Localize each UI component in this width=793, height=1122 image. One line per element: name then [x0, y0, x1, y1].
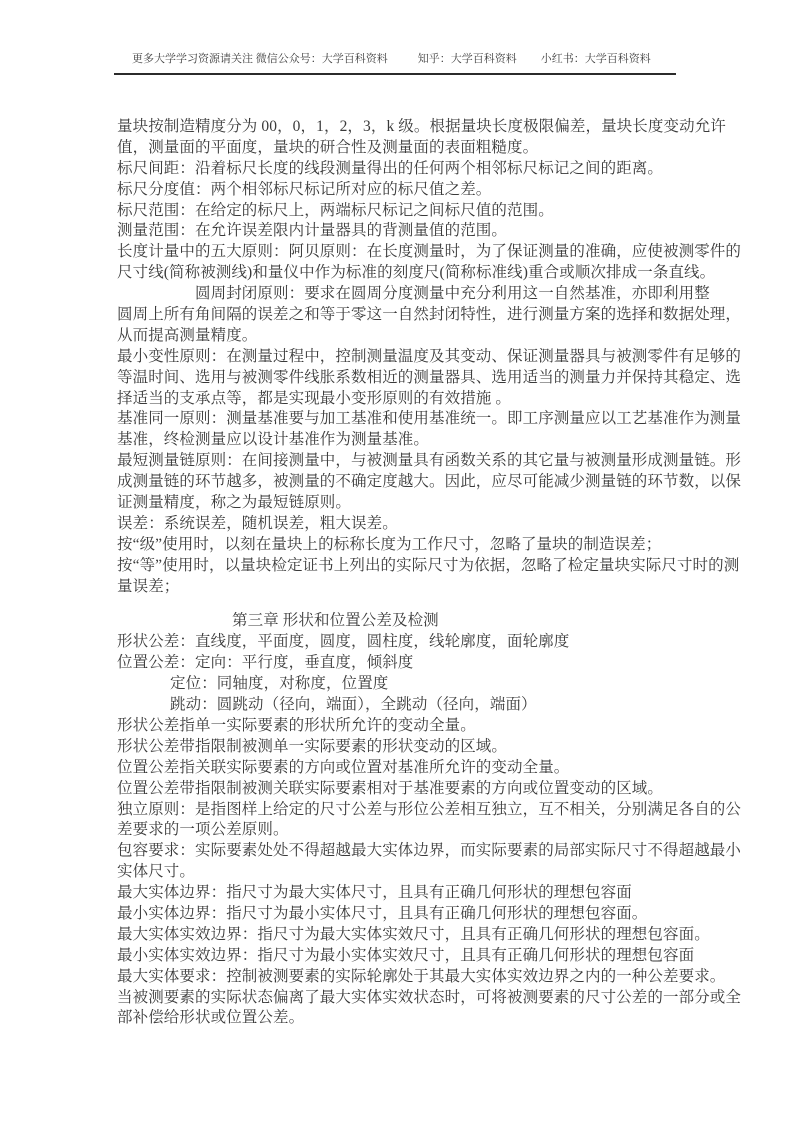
text-line: 误差：系统误差，随机误差，粗大误差。	[117, 514, 398, 532]
text-line: 测量范围：在允许误差限内计量器具的背测量值的范围。	[117, 222, 508, 240]
text-line: 量误差；	[117, 577, 180, 595]
text-line: 部补偿给形状或位置公差。	[117, 1009, 305, 1027]
text-line: 独立原则：是指图样上给定的尺寸公差与形位公差相互独立，互不相关，分别满足各自的公	[117, 800, 742, 818]
text-line: 尺寸线(简称被测线)和量仪中作为标准的刻度尺(简称标准线)重合或顺次排成一条直线。	[117, 264, 716, 282]
text-line: 标尺分度值：两个相邻标尺标记所对应的标尺值之差。	[117, 180, 492, 198]
text-line: 成测量链的环节越多，被测量的不确定度越大。因此，应尽可能减少测量链的环节数，以保	[117, 473, 742, 491]
header-zhihu-text: 知乎：大学百科资料	[417, 53, 517, 65]
text-line: 最小实体边界：指尺寸为最小实体尺寸，且具有正确几何形状的理想包容面。	[117, 904, 648, 922]
text-line: 基准同一原则：测量基准要与加工基准和使用基准统一。即工序测量应以工艺基准作为测量	[117, 410, 742, 428]
text-line: 等温时间、选用与被测零件线胀系数相近的测量器具、选用适当的测量力并保持其稳定、选	[117, 368, 742, 386]
text-line: 最大实体实效边界：指尺寸为最大实体实效尺寸，且具有正确几何形状的理想包容面。	[117, 925, 710, 943]
text-line: 形状公差指单一实际要素的形状所允许的变动全量。	[117, 716, 476, 734]
text-line: 择适当的支承点等，都是实现最小变形原则的有效措施 。	[117, 389, 511, 407]
text-line: 长度计量中的五大原则：阿贝原则：在长度测量时，为了保证测量的准确，应使被测零件的	[117, 243, 742, 261]
text-line: 标尺范围：在给定的标尺上，两端标尺标记之间标尺值的范围。	[117, 201, 554, 219]
header-xiaohongshu-text: 小红书：大学百科资料	[540, 53, 651, 65]
text-line: 最小实体实效边界：指尺寸为最小实体实效尺寸，且具有正确几何形状的理想包容面	[117, 946, 695, 964]
text-line: 跳动：圆跳动（径向，端面），全跳动（径向，端面）	[170, 696, 537, 714]
text-line: 最小变性原则：在测量过程中，控制测量温度及其变动、保证测量器具与被测零件有足够的	[117, 347, 742, 365]
text-line: 形状公差：直线度，平面度，圆度，圆柱度，线轮廓度，面轮廓度	[117, 633, 570, 651]
document-body	[117, 117, 742, 1029]
text-line: 量块按制造精度分为 00，0，1，2，3，k 级。根据量块长度极限偏差，量块长度变动允许	[117, 118, 726, 135]
text-line: 差要求的一项公差原则。	[117, 821, 289, 839]
blank-line	[117, 597, 717, 611]
text-line: 当被测要素的实际状态偏离了最大实体实效状态时，可将被测要素的尺寸公差的一部分或全	[117, 988, 742, 1006]
text-line: 实体尺寸。	[117, 863, 196, 881]
text-line: 按“等”使用时，以量块检定证书上列出的实际尺寸为依据，忽略了检定量块实际尺寸时的测	[117, 556, 740, 574]
text-line: 位置公差指关联实际要素的方向或位置对基准所允许的变动全量。	[117, 758, 570, 776]
text-line: 位置公差：定向：平行度，垂直度，倾斜度	[117, 654, 414, 672]
text-line: 最大实体要求：控制被测要素的实际轮廓处于其最大实体实效边界之内的一种公差要求。	[117, 967, 726, 985]
text-line: 从而提高测量精度。	[117, 326, 258, 344]
text-line: 形状公差带指限制被测单一实际要素的形状变动的区域。	[117, 737, 508, 755]
header-promo-text: 更多大学学习资源请关注 微信公众号：大学百科资料	[132, 53, 388, 65]
text-line: 证测量精度，称之为最短链原则。	[117, 494, 352, 512]
text-line: 位置公差带指限制被测关联实际要素相对于基准要素的方向或位置变动的区域。	[117, 779, 664, 797]
text-line: 最大实体边界：指尺寸为最大实体尺寸，且具有正确几何形状的理想包容面	[117, 884, 632, 902]
text-line: 圆周封闭原则：要求在圆周分度测量中充分利用这一自然基准，亦即利用整	[195, 285, 710, 303]
text-line: 按“级”使用时，以刻在量块上的标称长度为工作尺寸，忽略了量块的制造误差；	[117, 535, 662, 553]
page-header	[114, 52, 676, 75]
text-line: 圆周上所有角间隔的误差之和等于零这一自然封闭特性，进行测量方案的选择和数据处理，	[117, 306, 742, 324]
text-line: 定位：同轴度，对称度，位置度	[170, 675, 389, 693]
text-line: 标尺间距：沿着标尺长度的线段测量得出的任何两个相邻标尺标记之间的距离。	[117, 159, 664, 177]
text-line: 最短测量链原则：在间接测量中，与被测量具有函数关系的其它量与被测量形成测量链。形	[117, 452, 742, 470]
text-line: 值，测量面的平面度，量块的研合性及测量面的表面粗糙度。	[117, 138, 539, 156]
text-line: 基准，终检测量应以设计基准作为测量基准。	[117, 431, 430, 449]
chapter-heading: 第三章 形状和位置公差及检测	[232, 612, 439, 630]
text-line: 包容要求：实际要素处处不得超越最大实体边界，而实际要素的局部实际尺寸不得超越最小	[117, 842, 742, 860]
